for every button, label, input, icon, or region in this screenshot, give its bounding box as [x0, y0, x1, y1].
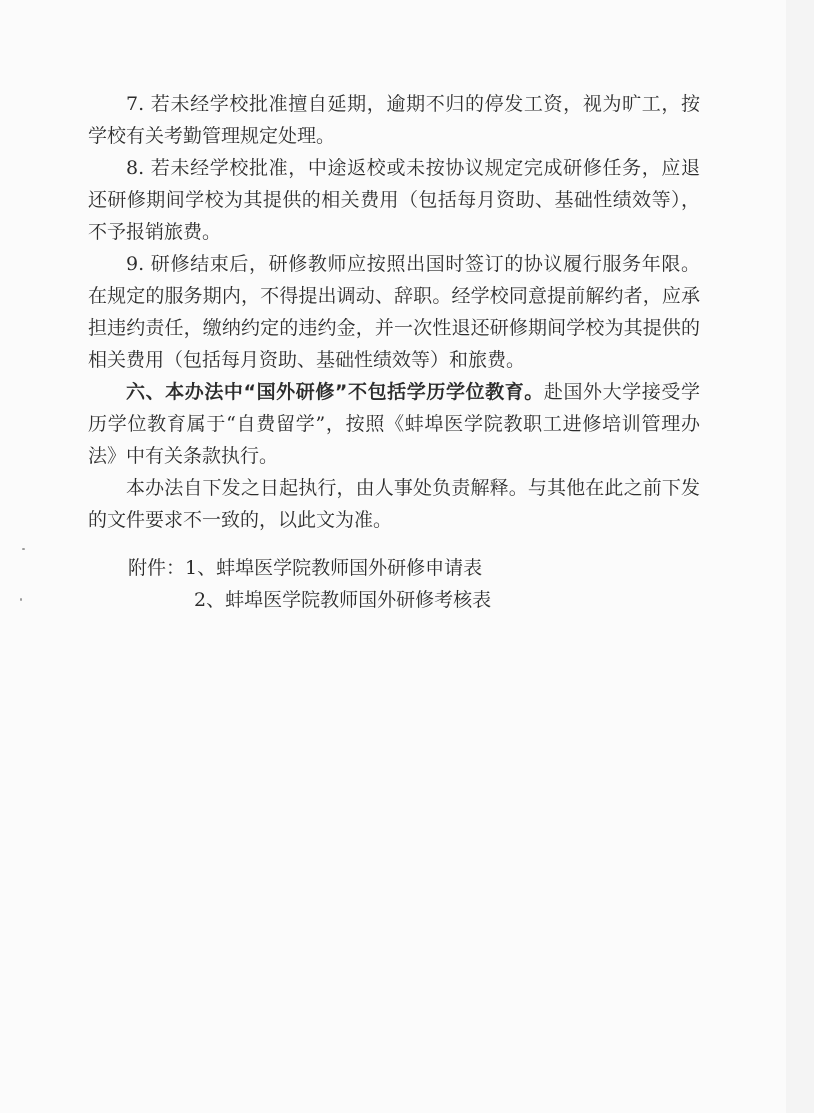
scan-edge [786, 0, 814, 1113]
clause-8: 8. 若未经学校批准，中途返校或未按协议规定完成研修任务，应退还研修期间学校为其提供的相关费用（包括每月资助、基础性绩效等），不予报销旅费。 [88, 157, 700, 243]
scan-speck [22, 548, 25, 550]
closing-paragraph: 本办法自下发之日起执行，由人事处负责解释。与其他在此之前下发的文件要求不一致的，以此文为准。 [88, 477, 700, 531]
attachments-label: 附件： [128, 557, 186, 579]
scan-speck [20, 598, 22, 601]
attachment-item-1: 1、蚌埠医学院教师国外研修申请表 [185, 557, 483, 579]
clause-9: 9. 研修结束后，研修教师应按照出国时签订的协议履行服务年限。在规定的服务期内，不得提出调动、辞职。经学校同意提前解约者，应承担违约责任，缴纳约定的违约金，并一次性退还研修期间学校为其提供的相关费用（包括每月资助、基础性绩效等）和旅费。 [88, 253, 700, 371]
clause-7: 7. 若未经学校批准擅自延期，逾期不归的停发工资，视为旷工，按学校有关考勤管理规定处理。 [88, 93, 700, 147]
attachment-item-2: 2、蚌埠医学院教师国外研修考核表 [194, 589, 492, 611]
section-6-heading: 六、本办法中“国外研修”不包括学历学位教育。 [126, 381, 544, 403]
attachments [88, 552, 700, 616]
section-6-body: 赴国外大学接受学历学位教育属于“自费留学”，按照《蚌埠医学院教职工进修培训管理办法》中有关条款执行。 [88, 381, 700, 467]
attachment-row-1 [88, 552, 700, 584]
attachment-row-2 [88, 584, 700, 616]
document-body [88, 88, 700, 616]
section-6 [88, 376, 700, 472]
